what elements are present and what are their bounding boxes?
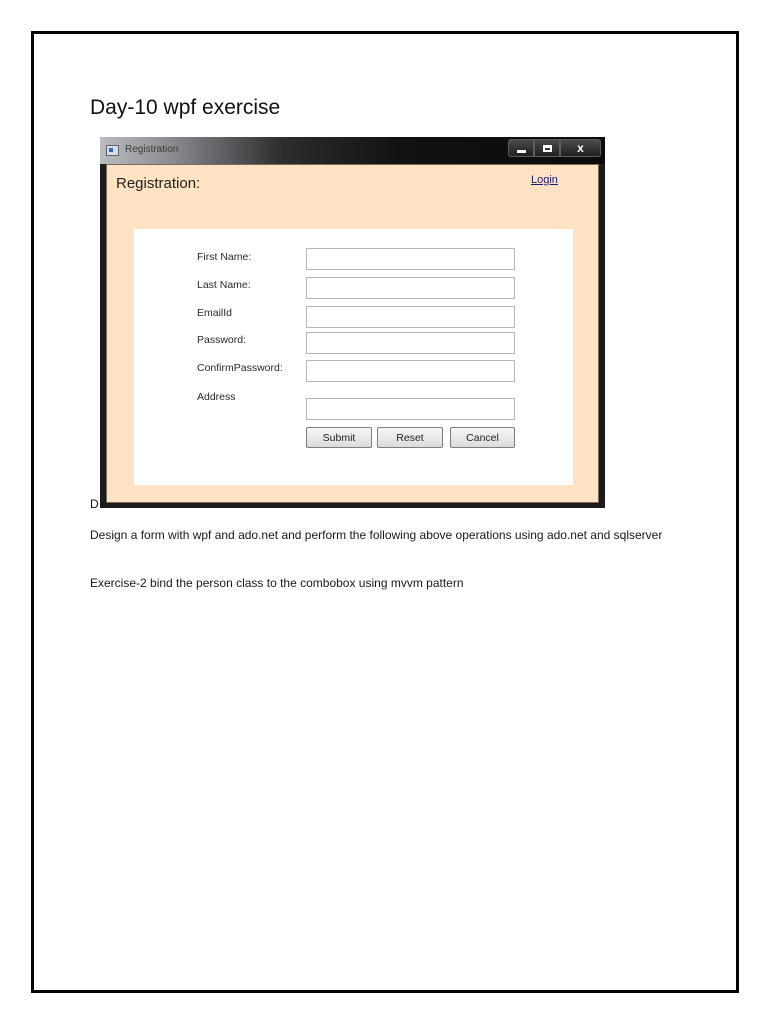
maximize-icon	[543, 145, 552, 152]
close-button[interactable]	[560, 139, 601, 157]
registration-window-screenshot	[100, 137, 605, 508]
registration-heading: Registration:	[116, 175, 201, 192]
document-title: Day-10 wpf exercise	[90, 96, 281, 119]
paragraph-design-form: Design a form with wpf and ado.net and perform the following above operations using ado.net and sqlserver	[90, 528, 663, 542]
paragraph-exercise-2: Exercise-2 bind the person class to the combobox using mvvm pattern	[90, 576, 464, 590]
minimize-button[interactable]	[508, 139, 534, 157]
first-name-label: First Name:	[197, 251, 252, 263]
last-name-input[interactable]	[306, 277, 515, 299]
window-controls	[508, 139, 601, 159]
window-titlebar	[100, 137, 605, 164]
registration-form-panel	[134, 229, 573, 485]
password-label: Password:	[197, 334, 247, 346]
submit-button[interactable]: Submit	[306, 427, 372, 448]
address-input[interactable]	[306, 398, 515, 420]
address-label: Address	[197, 391, 236, 403]
close-icon: x	[577, 141, 584, 155]
window-title: Registration	[125, 144, 179, 155]
cancel-button[interactable]: Cancel	[450, 427, 515, 448]
first-name-input[interactable]	[306, 248, 515, 270]
email-id-input[interactable]	[306, 306, 515, 328]
app-icon	[106, 145, 119, 156]
login-link[interactable]: Login	[531, 174, 558, 186]
last-name-label: Last Name:	[197, 279, 251, 291]
window-client-area	[106, 164, 599, 503]
maximize-button[interactable]	[534, 139, 560, 157]
email-id-label: EmailId	[197, 307, 233, 319]
password-input[interactable]	[306, 332, 515, 354]
reset-button[interactable]: Reset	[377, 427, 443, 448]
minimize-icon	[517, 150, 526, 153]
confirm-password-label: ConfirmPassword:	[197, 362, 283, 374]
confirm-password-input[interactable]	[306, 360, 515, 382]
stray-text: D	[90, 497, 99, 511]
